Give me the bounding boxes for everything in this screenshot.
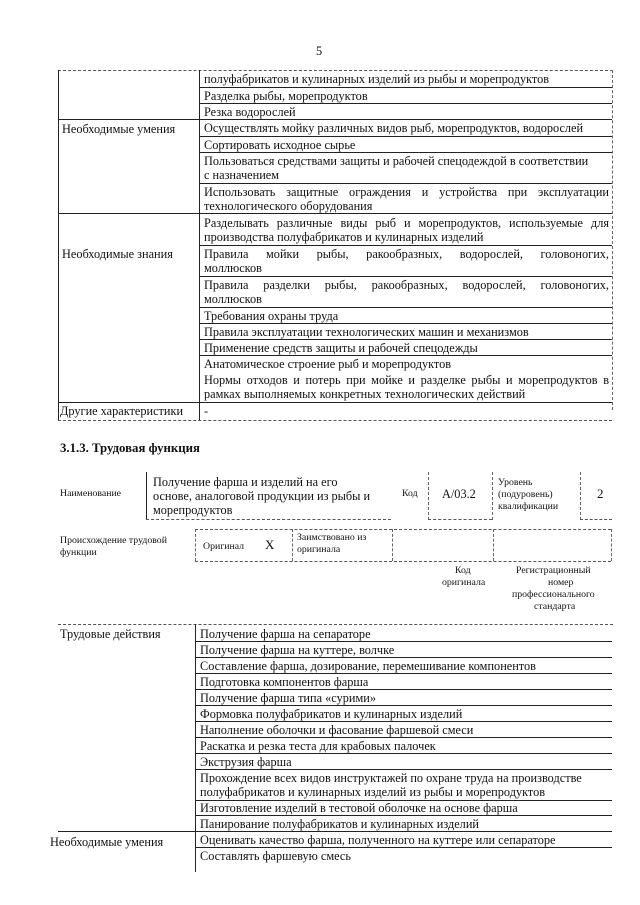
reg-caption-line: номер: [548, 577, 574, 588]
table-cell: Разделка рыбы, морепродуктов: [204, 89, 368, 103]
row-line: [199, 87, 612, 88]
table-cell: Правила разделки рыбы, ракообразных, водорослей, головоногих,: [204, 278, 609, 292]
name-label: Наименование: [60, 488, 122, 499]
level-value: 2: [597, 486, 604, 501]
table-cell: Изготовление изделий в тестовой оболочке на основе фарша: [200, 801, 518, 815]
reg-caption-line: профессионального: [512, 589, 595, 600]
code-caption-line: оригинала: [442, 577, 486, 588]
row-line: [195, 641, 612, 642]
row-line: [199, 339, 612, 340]
reg-caption-line: стандарта: [534, 601, 576, 612]
table-cell: Формовка полуфабрикатов и кулинарных изделий: [200, 707, 463, 721]
table-cell: Осуществлять мойку различных видов рыб, морепродуктов, водорослей: [204, 121, 584, 135]
table-cell: Составлять фаршевую смесь: [200, 849, 351, 863]
row-label-knowledge: Необходимые знания: [62, 247, 173, 261]
table-cell: рамках выполняемых конкретных технологических действий: [204, 387, 526, 401]
table1-left-border: [58, 70, 59, 420]
table-cell: Прохождение всех видов инструктажей по охране труда на производстве: [200, 771, 582, 785]
level-box-bottom: [580, 519, 612, 520]
table-cell: Панирование полуфабрикатов и кулинарных изделий: [200, 817, 479, 831]
page-number: 5: [316, 44, 323, 58]
table-cell: Анатомическое строение рыб и морепродуктов: [204, 357, 452, 371]
table2-top-border: [58, 624, 613, 625]
row-line: [58, 402, 612, 403]
table-cell: Правила эксплуатации технологических машин и механизмов: [204, 325, 529, 339]
table-cell: Оценивать качество фарша, полученного на куттере или сепараторе: [200, 833, 556, 847]
row-line: [195, 689, 612, 690]
row-line: [58, 831, 612, 832]
table-cell: Нормы отходов и потерь при мойке и разделке рыбы и морепродуктов в: [204, 373, 609, 387]
table-cell: Получение фарша на сепараторе: [200, 627, 371, 641]
table1-top-border: [58, 70, 613, 71]
function-name-line: основе, аналоговой продукции из рыбы и: [153, 489, 371, 503]
row-line: [199, 323, 612, 324]
table-cell: Составление фарша, дозирование, перемешивание компонентов: [200, 659, 536, 673]
code-box-bottom: [428, 519, 492, 520]
section-heading: 3.1.3. Трудовая функция: [60, 441, 200, 455]
row-line: [199, 307, 612, 308]
row-line: [199, 103, 612, 104]
origin-box-left: [195, 529, 196, 561]
origin-label-line: Происхождение трудовой: [60, 535, 167, 546]
row-line: [195, 815, 612, 816]
table-cell: Требования охраны труда: [204, 309, 339, 323]
table-cell: Получение фарша типа «сурими»: [200, 691, 376, 705]
table-cell: полуфабрикатов и кулинарных изделий из рыбы и морепродуктов: [200, 785, 546, 799]
origin-label-line: функции: [60, 547, 97, 558]
row-line: [195, 657, 612, 658]
level-label-line: квалификации: [498, 501, 559, 512]
table-cell: Разделывать различные виды рыб и морепродуктов, используемые для: [204, 216, 609, 230]
table1-right-border: [612, 70, 613, 410]
level-label-line: (подуровень): [498, 489, 553, 500]
row-line: [195, 705, 612, 706]
code-value: А/03.2: [442, 487, 476, 501]
table-cell: Сортировать исходное сырье: [204, 138, 356, 152]
code-box-right: [492, 472, 493, 520]
table-cell: Резка водорослей: [204, 105, 296, 119]
table-cell: Экструзия фарша: [200, 755, 292, 769]
row-line: [195, 847, 612, 848]
origin-box-top: [195, 529, 611, 530]
table-cell: технологического оборудования: [204, 199, 373, 213]
level-box-left: [580, 472, 581, 520]
code-label: Код: [402, 488, 418, 499]
original-label: Оригинал: [203, 541, 245, 552]
level-label-line: Уровень: [498, 477, 533, 488]
original-mark: X: [265, 537, 275, 552]
table-cell: -: [204, 404, 209, 418]
row-line: [195, 769, 612, 770]
reg-caption-line: Регистрационный: [516, 565, 591, 576]
row-line: [199, 136, 612, 137]
function-name-line: морепродуктов: [153, 503, 233, 517]
row-line: [195, 721, 612, 722]
row-line: [199, 276, 612, 277]
row-line: [199, 183, 612, 184]
table-cell: Получение фарша на куттере, волчке: [200, 643, 395, 657]
row-line: [199, 245, 612, 246]
row-line: [195, 753, 612, 754]
borrowed-label-line: Заимствовано из: [297, 532, 367, 543]
row-label-actions: Трудовые действия: [60, 627, 161, 641]
table-cell: Подготовка компонентов фарша: [200, 675, 369, 689]
row-label-skills: Необходимые умения: [62, 122, 176, 136]
row-line: [199, 152, 612, 153]
table1-bottom-border: [58, 420, 612, 421]
row-line: [199, 355, 612, 356]
name-box-bottom: [146, 519, 391, 520]
table-cell: с назначением: [204, 168, 280, 182]
table-cell: моллюсков: [204, 292, 262, 306]
table-cell: производства полуфабрикатов и кулинарных изделий: [204, 230, 484, 244]
table2-column-divider: [195, 624, 196, 872]
origin-box-divider: [493, 529, 494, 561]
row-line: [195, 737, 612, 738]
table-cell: моллюсков: [204, 261, 262, 275]
origin-box-right: [611, 529, 612, 561]
table-cell: Пользоваться средствами защиты и рабочей спецодеждой в соответствии: [204, 154, 589, 168]
table-cell: Правила мойки рыбы, ракообразных, водорослей, головоногих,: [204, 247, 609, 261]
row-label-skills: Необходимые умения: [50, 835, 164, 849]
origin-box-bottom: [195, 561, 611, 562]
row-line: [58, 119, 612, 120]
table-cell: Использовать защитные ограждения и устройства при эксплуатации: [204, 185, 609, 199]
name-box-left: [146, 472, 147, 520]
table-cell: полуфабрикатов и кулинарных изделий из рыбы и морепродуктов: [204, 72, 550, 86]
row-label-other: Другие характеристики: [60, 404, 184, 418]
origin-box-divider: [392, 529, 393, 561]
row-line: [58, 213, 612, 214]
table-cell: Применение средств защиты и рабочей спецодежды: [204, 341, 478, 355]
code-caption-line: Код: [455, 565, 471, 576]
function-name-line: Получение фарша и изделий на его: [153, 475, 338, 489]
origin-box-divider: [292, 529, 293, 561]
borrowed-label-line: оригинала: [297, 544, 341, 555]
code-box-left: [428, 472, 429, 520]
row-line: [195, 673, 612, 674]
table-cell: Наполнение оболочки и фасование фаршевой смеси: [200, 723, 474, 737]
table-cell: Раскатка и резка теста для крабовых палочек: [200, 739, 436, 753]
